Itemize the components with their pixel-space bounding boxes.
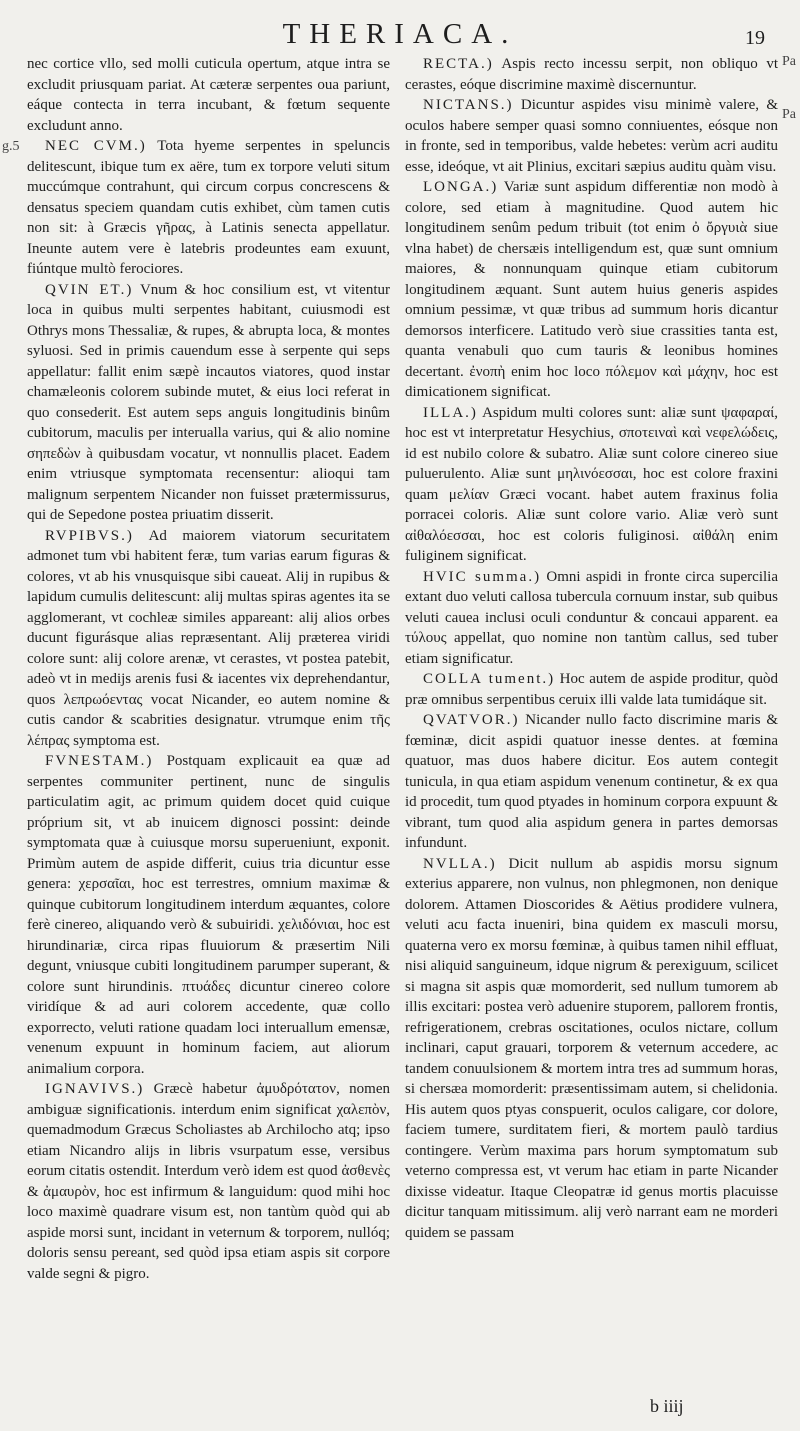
edge-mark: Pa: [782, 54, 796, 69]
paragraph-text: Dicit nullum ab aspidis morsu signum exterius apparere, non vulnus, non phlegmonen, non denique dolorem. Attamen Dioscorides & Aëtius prodidere vulnera, veluti acu facta inueniri, bina quidem ex masculi morsu, quaterna vero ex morsu fœminæ, à quibus tamen nihil effluat, nisi aliquid sanguineum, idque nigrum & perexiguum, scilicet si magna sit aspis quæ momorderit, sed nullum tumorem ab illis excitari: postea verò aduenire stuporem, pallorem frontis, refrigerationem, crebras oscitationes, oculos nictare, collum inclinari, caput grauari, torporem & veternum accedere, ac tandem conuulsionem & mortem intra tres ad summum horas, si chersæa momorderit: præsentissimam autem, si chelidonia. His autem quos ptyas conspuerit, oculos caligare, cor dolore, faciem tumere, surditatem fieri, & mortem paulò tardius contingere. Verùm maxima pars horum symptomatum sub veterno compressa est, vt verum hac etiam in parte Nicander dixisse videatur. Itaque Cleopatræ id genus mortis placuisse dicitur tanquam mitissimum. alij verò narrant eam ne morderi quidem se passam: [405, 855, 778, 1241]
paragraph-text: Hoc autem de aspide proditur, quòd præ omnibus serpentibus ceruix illi valde lata tumidáque sit.: [405, 671, 778, 708]
paragraph-text: Dicuntur aspides visu minimè valere, & oculos habere semper quasi somno conniuentes, eósque non in fronte, sed in temporibus, valde hebetes: verùm acri auditu esse, ideóque, vt ait Plinius, excitari sæpius auditu quàm visu.: [405, 97, 778, 175]
signature-mark: b iiij: [650, 1396, 684, 1416]
paragraph: [405, 177, 778, 403]
lemma-heading: LONGA.): [423, 179, 499, 195]
running-title: THERIACA.: [282, 18, 518, 50]
paragraph: [405, 95, 778, 177]
lemma-heading: ILLA.): [423, 404, 478, 421]
paragraph-text: Variæ sunt aspidum differentiæ non modò à colore, sed etiam à magnitudine. Quod autem hic longitudinem senûm pedum tribuit (tot enim ὀ ὄργυιὰ siue vlna habet) de chersæis intelligendum est, quæ sunt omnium maiores, & nonnunquam quinque etiam cubitorum longitudinem æquant. Sunt autem huius generis aspides omnium pessimæ, vt quæ tribus ad summum horis dicantur demorsos interficere. Latitudo verò siue crassities tanta est, quanta venabuli quo cum tauris & leonibus homines decertant. ἐνοπὴ enim hoc loco πόλεμον καὶ μάχην, hoc est dimicationem significat.: [405, 179, 778, 400]
paragraph-text: Nicander nullo facto discrimine maris & fœminæ, dicit aspidi quatuor inesse dentes. at fœmina quatuor, mas duos habere dicitur. Eos autem contegit tunicula, in qua etiam aspidum venenum continetur, & ex qua id procedit, tum quod ptyades in hominum corpora expuunt & vibrant, tum quod alia aspidum genera in partes demorsas infundunt.: [405, 712, 778, 851]
lemma-heading: RECTA.): [423, 56, 494, 72]
lemma-heading: COLLA tument.): [423, 671, 556, 687]
paragraph-text: Postquam explicauit ea quæ ad serpentes communiter pertinent, nunc de singulis particulatim agit, ac primum quidem docet quid cuique próprium sit, vt ab inuicem dignosci possint: deinde symptomata quæ à cuiusque morsu superueniunt, exponit. Primùm autem de aspide differit, cuius tria dicuntur esse genera: χερσαῖαι, hoc est terrestres, omnium maximæ & quinque cubitorum longitudinem interdum æquantes, colore ferè cinereo, aliquando verò & subuiridi. χελιδόνιαι, hoc est hirundinariæ, circa ripas fluuiorum & præsertim Nili degunt, vniusque cubiti longitudinem parumper superant, & colore sunt hirundinis. πτυάδες dicuntur cinereo colore viridíque & ad auri colorem accedente, quæ collo exporrecto, veluti ratione quadam loci interuallum emensæ, venenum expuunt in hominum faciem, aut aliorum animalium corpora.: [27, 753, 390, 1077]
paragraph: [27, 1079, 390, 1284]
paragraph-text: Ad maiorem viatorum securitatem admonet tum vbi habitent feræ, tum varias earum figuras & colores, vt ab his vnusquisque sibi caueat. Alij in rupibus & lapidum cumulis delitescunt: alij multas spiras agentes ita se agglomerant, vt cochleæ similes appareant: alij alios orbes ducunt figurásque alias repræsentant. Alij præterea viridi colore sunt: alij colore arenæ, vt cerastes, vt postea patebit, adeò vt in medijs arenis fusi & iacentes vix deprehendantur, quos λεπρωόεντας vocat Nicander, eo autem nomine & cutis candor & scabrities designatur. vtrumque enim τῆς λέπρας symptoma est.: [27, 527, 390, 749]
lemma-heading: NICTANS.): [423, 97, 514, 113]
paragraph-text: Tota hyeme serpentes in speluncis delitescunt, ibique tum ex aëre, tum ex torpore veluti situm muccúmque contrahunt, qui circum corpus concrescens & densatus speciem quandam cutis exhibet, cùm tamen cutis non sit: à Græcis γῆρας, à Latinis senecta appellatur. Ineunte autem vere è latebris prodeuntes eam exuunt, fiúntque multò ferociores.: [27, 138, 390, 277]
paragraph: [27, 280, 390, 526]
lemma-heading: NVLLA.): [423, 855, 497, 872]
paragraph-text: Græcè habetur ἀμυδρότατον, nomen ambiguæ significationis. interdum enim significat χαλεπὸν, quemadmodum Græcus Scholiastes ab Archilocho atq; ipso etiam Nicandro alijs in libris vsurpatum esse, versibus eorum citatis ostendit. Interdum verò idem est quod ἀσθενὲς & ἀμαυρὸν, hoc est infirmum & languidum: quod mihi hoc loco maximè quadrare visum est, non tantùm quòd qui ab aspide morsi sunt, incidant in veternum & torporem, nullóq; doloris sensu pereant, sed quòd ipsa etiam aspis sit corpore valde segni & pigro.: [27, 1081, 390, 1282]
folio-number: 19: [745, 27, 765, 49]
paragraph-text: Omni aspidi in fronte circa supercilia extant duo veluti callosa tubercula cornuum instar, sub quibus veluti cauea inclusi oculi conduntur & concaui apparent. ea τύλους appellat, quo nomine non tantùm callus, sed tuber etiam significatur.: [405, 568, 778, 667]
paragraph: [405, 669, 778, 710]
left-text-column: [27, 54, 390, 1394]
edge-mark: Pa: [782, 107, 796, 122]
right-text-column: [405, 54, 778, 1394]
paragraph-text: nec cortice vllo, sed molli cuticula opertum, atque intra se excludit priusquam pariat. At cæteræ serpentes oua pariunt, eáque contecta in terra incubant, & fœtum sequente excludunt anno.: [27, 56, 390, 134]
paragraph: [27, 54, 390, 136]
lemma-heading: QVIN ET.): [45, 281, 134, 298]
paragraph: [27, 526, 390, 752]
lemma-heading: QVATVOR.): [423, 712, 520, 728]
lemma-heading: RVPIBVS.): [45, 527, 134, 544]
paragraph: [27, 136, 390, 280]
paragraph-text: Aspidum multi colores sunt: aliæ sunt ψαφαραί, hoc est vt interpretatur Hesychius, σποτειναὶ καὶ νεφελώδεις, id est nubilo colore & subatro. Aliæ sunt colore cinereo siue puluerulento. Aliæ sunt μηλινόεσσαι, hoc est colore fraxini quam μελίαν Græci vocant. habet autem fraxinus folia porracei coloris. Aliæ sunt colore vario. Aliæ verò sunt αἰθαλόεσσαι, hoc est coloris fuliginosi. αἰθάλη enim fuliginem significat.: [405, 404, 778, 564]
lemma-heading: FVNESTAM.): [45, 753, 154, 769]
paragraph: [27, 751, 390, 1079]
paragraph: [405, 854, 778, 1244]
paragraph: [405, 710, 778, 854]
paragraph: [405, 403, 778, 567]
paragraph-text: Vnum & hoc consilium est, vt vitentur loca in quibus multi serpentes habitant, cuiusmodi est Othrys mons Thessaliæ, & rupes, & abrupta loca, & montes syluosi. Sed in primis cauendum esse à serpente qui seps appellatur: fallit enim sæpè incautos viatores, quod instar chamæleonis colorem subinde mutet, & eius loci referat in quo consederit. Est autem seps anguis longitudinis binûm cubitorum, maculis per interualla varius, qui & alio nomine σηπεδὼν à quibusdam vocatur, vt nonnullis placet. Eadem enim vtriusque symptomata recensentur: alioqui tam malignum serpentem Nicander non fuisset prætermissurus, qui de Sepedone postea priuatim disserit.: [27, 281, 390, 523]
lemma-heading: NEC CVM.): [45, 138, 147, 154]
paragraph-text: Aspis recto incessu serpit, non obliquo vt cerastes, eóque discrimine maximè discernuntur.: [405, 56, 778, 93]
paragraph: [405, 567, 778, 670]
paragraph: [405, 54, 778, 95]
lemma-heading: HVIC summa.): [423, 568, 542, 585]
lemma-heading: IGNAVIVS.): [45, 1081, 145, 1097]
edge-mark: g.5: [2, 139, 20, 154]
